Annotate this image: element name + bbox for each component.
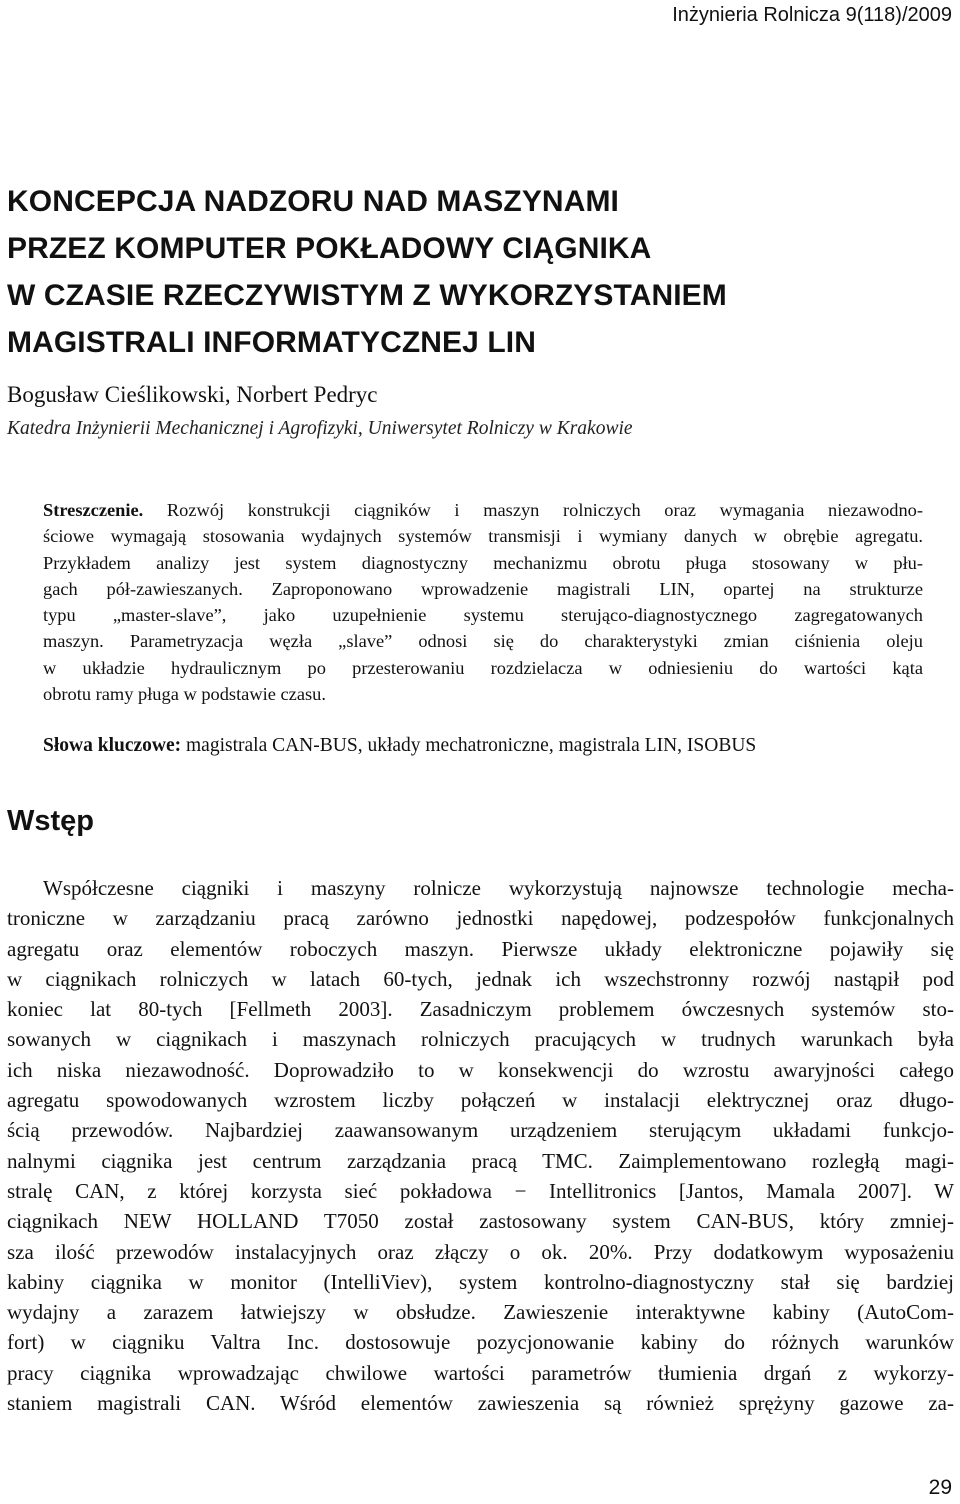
abstract-line [43,497,923,523]
abstract-line: gach pół-zawieszanych. Zaproponowano wprowadzenie magistrali LIN, opartej na strukturze [43,578,923,599]
running-header: Inżynieria Rolnicza 9(118)/2009 [672,4,952,26]
body-line: fort) w ciągniku Valtra Inc. dostosowuje pozycjonowanie kabiny do różnych warunków [7,1330,954,1355]
title-line: KONCEPCJA NADZORU NAD MASZYNAMI [7,185,619,218]
abstract-line: w układzie hydraulicznym po przesterowaniu rozdzielacza w odniesieniu do wartości kąta [43,657,923,678]
keywords [43,735,923,757]
section-heading: Wstęp [7,805,94,837]
page-number: 29 [928,1476,952,1499]
abstract-line: Przykładem analizy jest system diagnostyczny mechanizmu obrotu pługa stosowany w płu- [43,552,923,573]
keywords-label: Słowa kluczowe: [43,735,182,756]
body-line: agregatu oraz elementów roboczych maszyn. Pierwsze układy elektroniczne pojawiły się [7,936,954,961]
body-line: ścią przewodów. Najbardziej zaawansowanym urządzeniem sterującym układami funkcjo- [7,1118,954,1143]
body-line: koniec lat 80-tych [Fellmeth 2003]. Zasadniczym problemem ówczesnych systemów sto- [7,997,954,1022]
body-line: agregatu spowodowanych wzrostem liczby połączeń w instalacji elektrycznej oraz długo- [7,1088,954,1113]
abstract-line: maszyn. Parametryzacja węzła „slave” odnosi się do charakterystyki zmian ciśnienia oleju [43,631,923,652]
body-line: troniczne w zarządzaniu pracą zarówno jednostki napędowej, podzespołów funkcjonalnych [7,906,954,931]
body-line: kabiny ciągnika w monitor (IntelliViev), system kontrolno-diagnostyczny stał się bardziej [7,1269,954,1294]
body-line: pracy ciągnika wprowadzając chwilowe wartości parametrów tłumienia drgań z wykorzy- [7,1360,954,1385]
paper-title [7,178,927,366]
abstract-line: typu „master-slave”, jako uzupełnienie systemu sterująco-diagnostycznego zagregatowanych [43,605,923,626]
title-line: MAGISTRALI INFORMATYCZNEJ LIN [7,326,536,359]
body-line: ciągnikach NEW HOLLAND T7050 został zastosowany system CAN-BUS, który zmniej- [7,1209,954,1234]
title-line: W CZASIE RZECZYWISTYM Z WYKORZYSTANIEM [7,279,727,312]
abstract-text: Rozwój konstrukcji ciągników i maszyn rolniczych oraz wymagania niezawodno- [143,500,923,520]
body-line: staniem magistrali CAN. Wśród elementów zawieszenia są również sprężyny gazowe za- [7,1391,954,1416]
keywords-text: magistrala CAN-BUS, układy mechatroniczne, magistrala LIN, ISOBUS [181,735,757,756]
title-line: PRZEZ KOMPUTER POKŁADOWY CIĄGNIKA [7,232,652,265]
abstract [43,497,923,707]
body-line: stralę CAN, z której korzysta sieć pokładowa − Intellitronics [Jantos, Mamala 2007]. W [7,1178,954,1203]
body-line: sowanych w ciągnikach i maszynach rolniczych pracujących w trudnych warunkach była [7,1027,954,1052]
body-line: wydajny a zarazem łatwiejszy w obsłudze. Zawieszenie interaktywne kabiny (AutoCom- [7,1300,954,1325]
body-line: Współczesne ciągniki i maszyny rolnicze wykorzystują najnowsze technologie mecha- [43,876,954,900]
body-line: sza ilość przewodów instalacyjnych oraz złączy o ok. 20%. Przy dodatkowym wyposażeniu [7,1239,954,1264]
abstract-label: Streszczenie. [43,500,144,520]
body-line: w ciągnikach rolniczych w latach 60-tych, jednak ich wszechstronny rozwój nastąpił pod [7,966,954,991]
authors: Bogusław Cieślikowski, Norbert Pedryc [7,382,378,407]
body-line: ich niska niezawodność. Doprowadziło to w konsekwencji do wzrostu awaryjności całego [7,1057,954,1082]
affiliation: Katedra Inżynierii Mechanicznej i Agrofizyki, Uniwersytet Rolniczy w Krakowie [7,418,633,439]
abstract-line: ściowe wymagają stosowania wydajnych systemów transmisji i wymiany danych w obrębie agregatu. [43,526,923,547]
section-body [7,873,954,1418]
body-line: nalnymi ciągnika jest centrum zarządzania pracą TMC. Zaimplementowano rozległą magi- [7,1148,954,1173]
abstract-line: obrotu ramy pługa w podstawie czasu. [43,684,326,705]
